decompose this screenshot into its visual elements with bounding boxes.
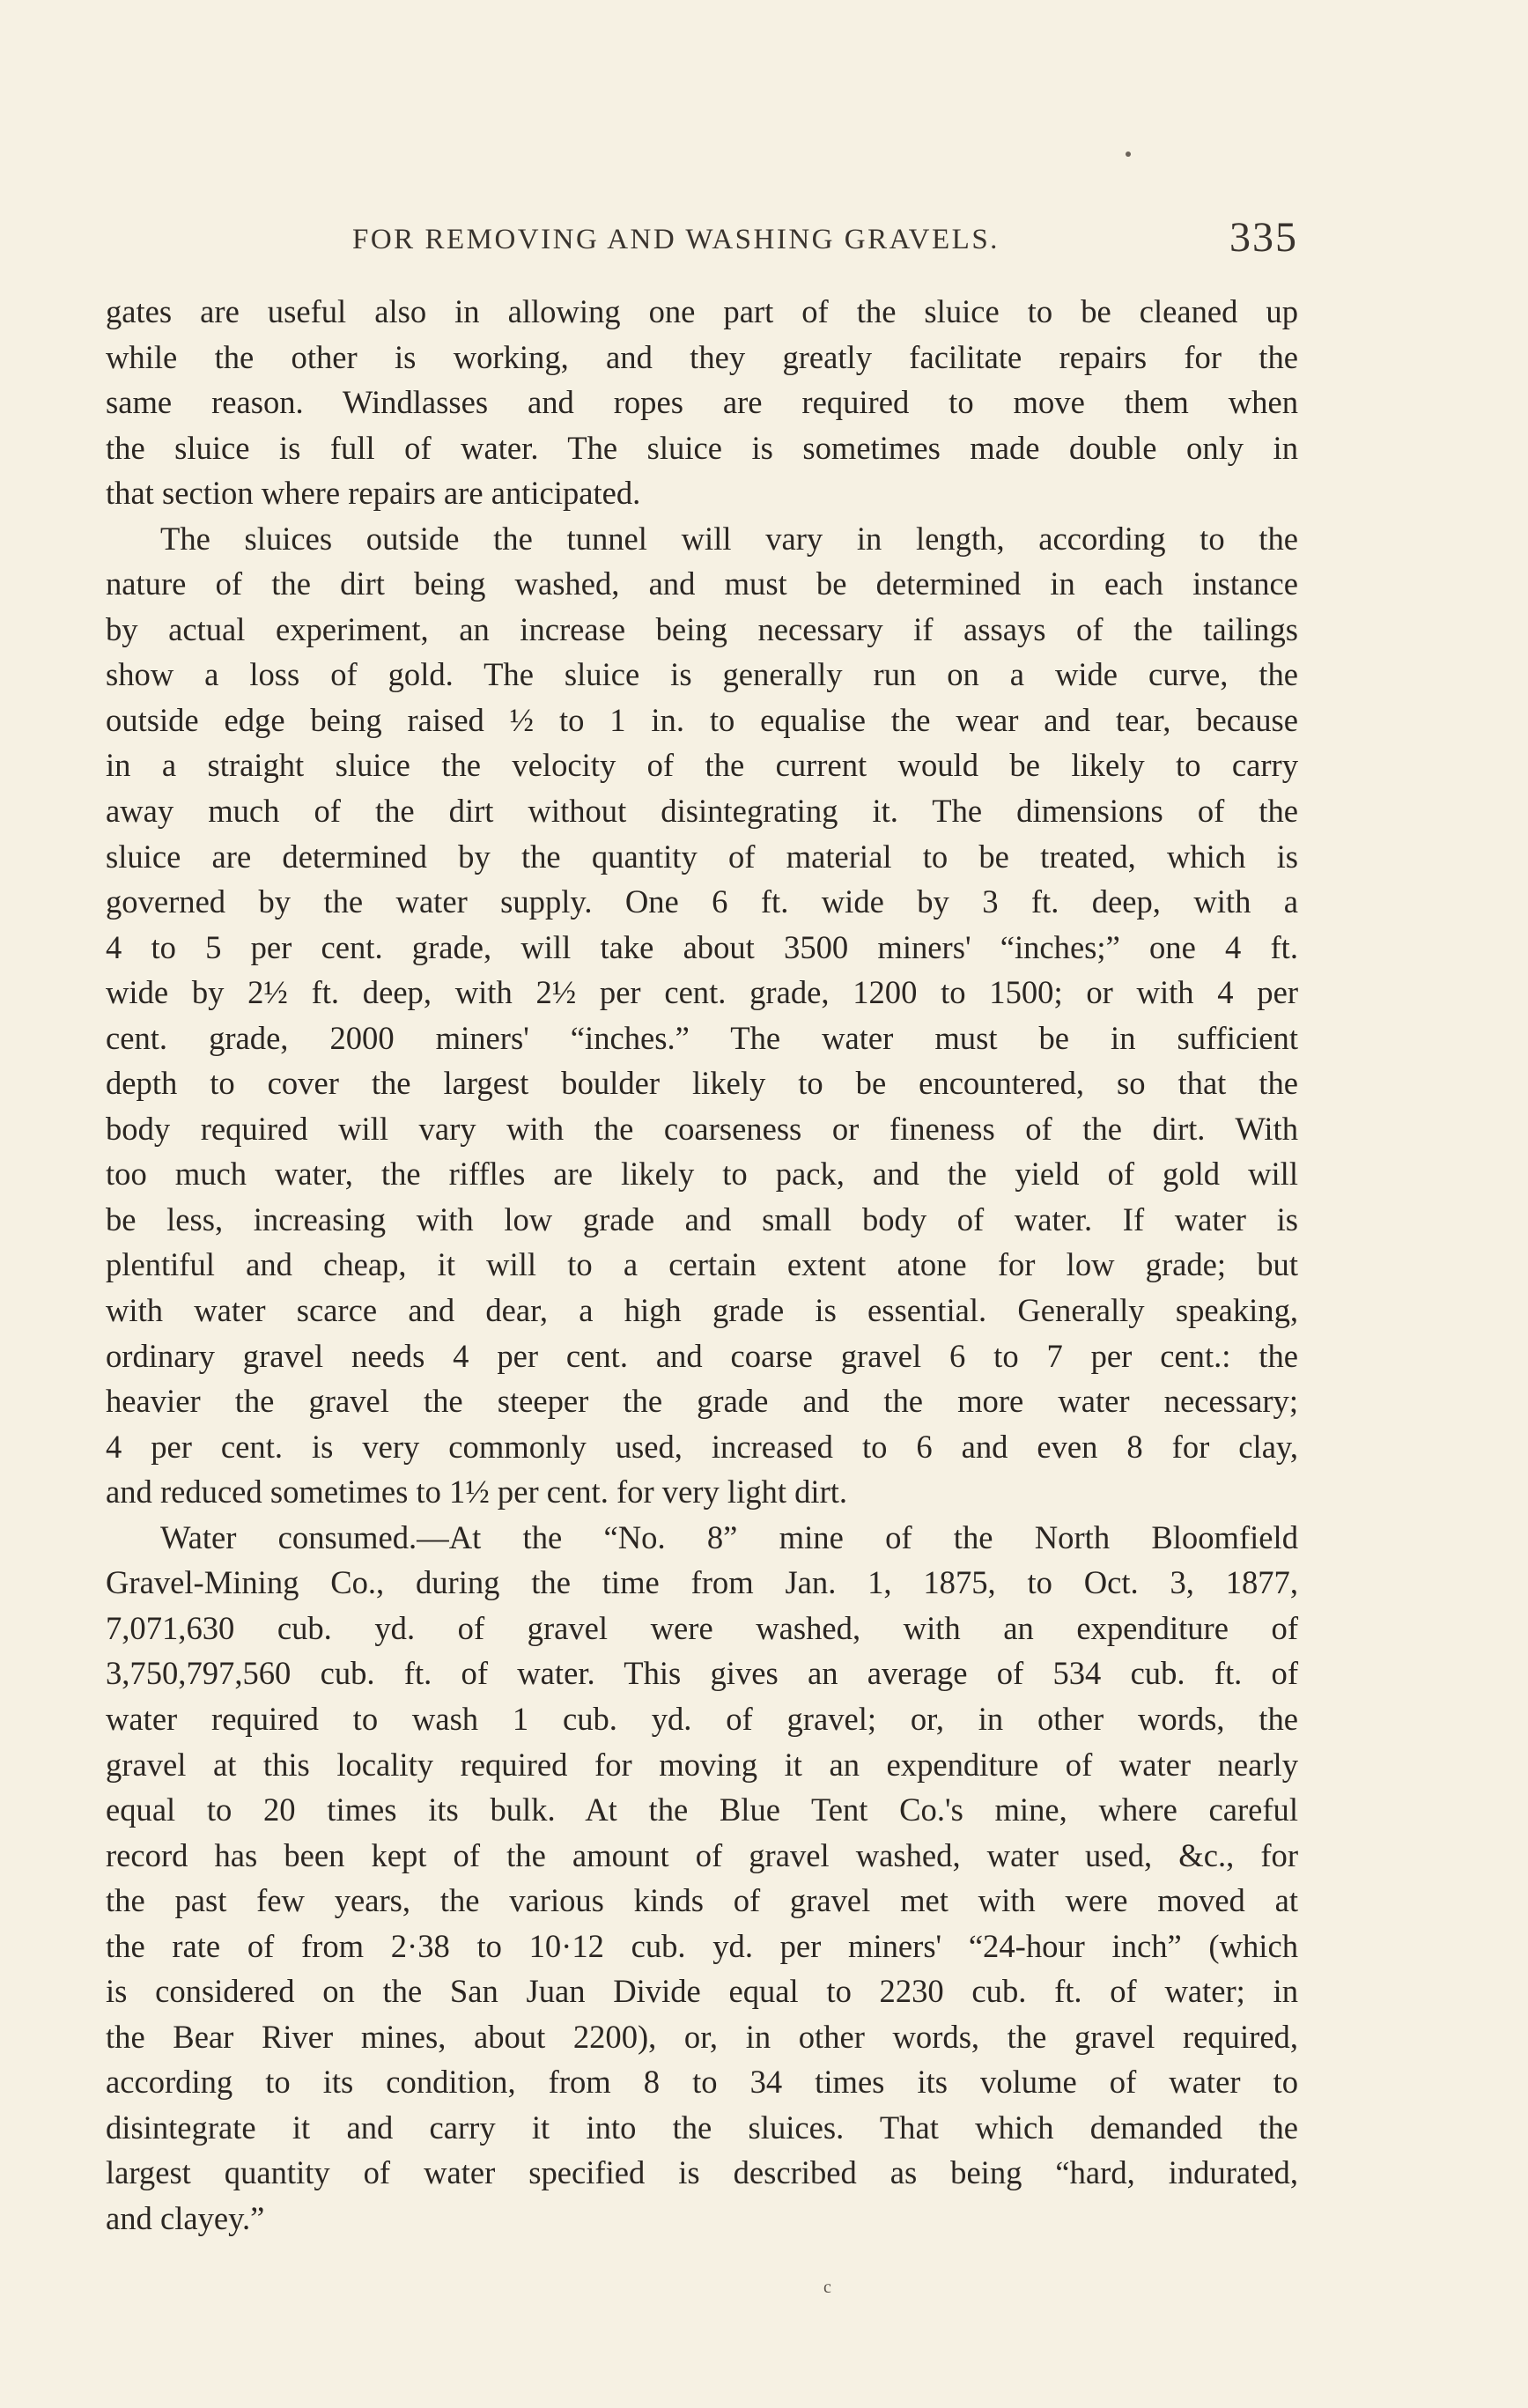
running-title: FOR REMOVING AND WASHING GRAVELS. xyxy=(352,224,1000,255)
text-line: the rate of from 2·38 to 10·12 cub. yd. per miners' “24-hour inch” (which xyxy=(106,1927,1298,1964)
text-line: with water scarce and dear, a high grade is essential. Generally speaking, xyxy=(106,1292,1298,1329)
page-number: 335 xyxy=(1229,214,1298,261)
text-line: the past few years, the various kinds of gravel met with were moved at xyxy=(106,1882,1298,1919)
body-text xyxy=(106,289,1298,2242)
text-line: the sluice is full of water. The sluice is sometimes made double only in xyxy=(106,429,1298,466)
text-line: nature of the dirt being washed, and must be determined in each instance xyxy=(106,565,1298,602)
text-line: Water consumed.—At the “No. 8” mine of the North Bloomfield xyxy=(160,1518,1298,1555)
text-line: largest quantity of water specified is described as being “hard, indurated, xyxy=(106,2154,1298,2191)
paragraph xyxy=(106,516,1298,1515)
paragraph xyxy=(106,289,1298,516)
text-line: gates are useful also in allowing one part of the sluice to be cleaned up xyxy=(106,293,1298,329)
text-line: Gravel-Mining Co., during the time from Jan. 1, 1875, to Oct. 3, 1877, xyxy=(106,1564,1298,1601)
paragraph xyxy=(106,1515,1298,2242)
text-line: show a loss of gold. The sluice is generally run on a wide curve, the xyxy=(106,656,1298,693)
text-line: is considered on the San Juan Divide equal to 2230 cub. ft. of water; in xyxy=(106,1973,1298,2010)
text-line: disintegrate it and carry it into the sluices. That which demanded the xyxy=(106,2109,1298,2146)
text-line: too much water, the riffles are likely to pack, and the yield of gold will xyxy=(106,1156,1298,1193)
text-line: cent. grade, 2000 miners' “inches.” The water must be in sufficient xyxy=(106,1019,1298,1056)
text-line: The sluices outside the tunnel will vary in length, according to the xyxy=(160,520,1298,557)
text-line: depth to cover the largest boulder likely to be encountered, so that the xyxy=(106,1065,1298,1102)
text-line: while the other is working, and they greatly facilitate repairs for the xyxy=(106,338,1298,375)
signature-mark: c xyxy=(823,2278,831,2297)
text-line: same reason. Windlasses and ropes are required to move them when xyxy=(106,384,1298,421)
text-line: wide by 2½ ft. deep, with 2½ per cent. grade, 1200 to 1500; or with 4 per xyxy=(106,974,1298,1011)
text-line: outside edge being raised ½ to 1 in. to equalise the wear and tear, because xyxy=(106,701,1298,738)
text-line: 3,750,797,560 cub. ft. of water. This gives an average of 534 cub. ft. of xyxy=(106,1655,1298,1692)
text-line: record has been kept of the amount of gravel washed, water used, &c., for xyxy=(106,1836,1298,1873)
text-line: and reduced sometimes to 1½ per cent. for very light dirt. xyxy=(106,1474,848,1511)
text-line: plentiful and cheap, it will to a certain extent atone for low grade; but xyxy=(106,1246,1298,1283)
text-line: and clayey.” xyxy=(106,2199,265,2236)
text-line: body required will vary with the coarseness or fineness of the dirt. With xyxy=(106,1110,1298,1147)
running-head xyxy=(106,214,1298,270)
text-line: away much of the dirt without disintegrating it. The dimensions of the xyxy=(106,793,1298,830)
text-line: sluice are determined by the quantity of material to be treated, which is xyxy=(106,838,1298,875)
text-line: ordinary gravel needs 4 per cent. and coarse gravel 6 to 7 per cent.: the xyxy=(106,1337,1298,1374)
text-line: according to its condition, from 8 to 34 times its volume of water to xyxy=(106,2064,1298,2101)
text-line: governed by the water supply. One 6 ft. wide by 3 ft. deep, with a xyxy=(106,883,1298,920)
text-line: by actual experiment, an increase being necessary if assays of the tailings xyxy=(106,610,1298,647)
text-line: heavier the gravel the steeper the grade and the more water necessary; xyxy=(106,1383,1298,1420)
text-line: 4 to 5 per cent. grade, will take about 3500 miners' “inches;” one 4 ft. xyxy=(106,928,1298,965)
text-line: be less, increasing with low grade and small body of water. If water is xyxy=(106,1200,1298,1237)
text-line: that section where repairs are anticipated. xyxy=(106,475,641,512)
ink-speck xyxy=(1126,151,1131,157)
text-line: gravel at this locality required for moving it an expenditure of water nearly xyxy=(106,1746,1298,1783)
text-line: 4 per cent. is very commonly used, increased to 6 and even 8 for clay, xyxy=(106,1428,1298,1465)
text-line: in a straight sluice the velocity of the current would be likely to carry xyxy=(106,747,1298,784)
text-line: 7,071,630 cub. yd. of gravel were washed, with an expenditure of xyxy=(106,1609,1298,1646)
text-line: water required to wash 1 cub. yd. of gravel; or, in other words, the xyxy=(106,1700,1298,1737)
text-line: the Bear River mines, about 2200), or, in other words, the gravel required, xyxy=(106,2018,1298,2055)
text-line: equal to 20 times its bulk. At the Blue Tent Co.'s mine, where careful xyxy=(106,1791,1298,1828)
